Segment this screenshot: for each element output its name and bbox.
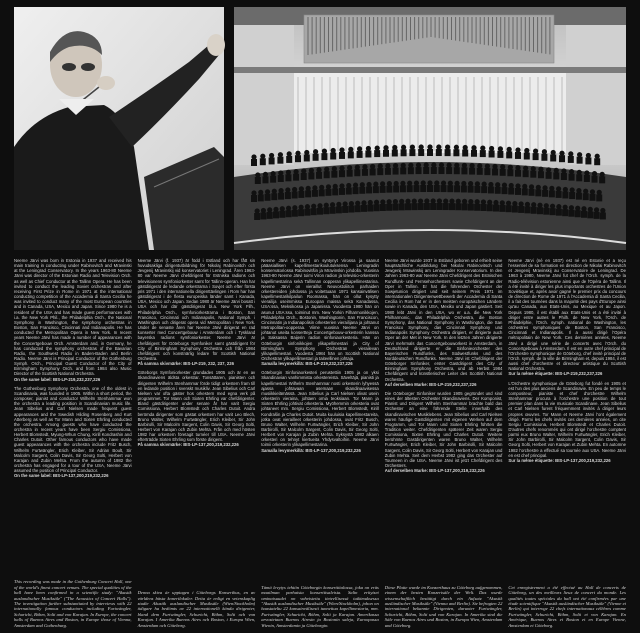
bio-recordings: Sur la même étiquette: BIS-LP-219,232,237,226 <box>508 371 603 377</box>
bio-recordings: On the same label: BIS-LP-219,232,237,226 <box>14 376 101 382</box>
conductor-bio: Neeme Järvi (né en 1937) est né en Estonie et a reçu l'essentiel de sa formation en direction de Nikolai Rabinovitch et Jevgenij Mravinskij au Conservatoire de Leningrad. De 1963 à 1980, Neeme Järvi fut chef de l'Orch. symph. de la Radio-télévision estonienne ainsi que de l'Opéra de Tallinn. Il a été invité à diriger les plus importants orchestres de l'Union Soviétique et, après avoir gagné le premier prix du concours de direction de Rome de 1971 à l'Accademia di Santa Cecilia, il a fait des tournées dans la majorité des pays d'Europe ainsi qu'au Canada, aux Etats-Unis, au Mexique et au Japon. Depuis 1980, il est établi aux Etats-Unis et a été invité à diriger entre autres le Philh. de New York, l'Orch. de Philadelphie, l'Orch. symph. national de Washington, les orchestres symphoniques de Boston, San Francisco, Cincinnati et Indianapolis. Il a aussi dirigé l'Opéra métropolitain de New York. Ces dernières années, Neeme Järvi a dirigé une série de concerts avec l'Orch. du Concertgebouw à Amsterdam. Il est en outre chef principal de l'Orchestre symphonique de Göteborg, chef invité principal de l'Orch. symph. de la ville de Birmingham et, depuis 1984, il est aussi chef d'orchestre et directeur artistique du Scottish National Orchestra. <box>508 258 628 372</box>
column-swedish <box>138 258 256 630</box>
orchestra-recordings: Sur la même étiquette: BIS-LP-137,200,219,232,226 <box>508 457 611 463</box>
recording-note: Denna skiva är upptagen i Göteborgs Konserthus, en av världens bästa konertlokaler. Detta är enligt en vetenskaplig studie Akustik auslandischer Musiksäle (Wien/Stockholm) tidigare ha bedömts av 22 internationellt kända dirigenter, bland dem Furtwängler, Schuricht, Böhm, Solti och von Karajan. I Amerika Buenos Aires och Boston, i Europa Wien, Amsterdam och Göteborg. <box>137 590 256 628</box>
recording-note: Cet enregistrement a été effectué au Hall de concerts de Göteborg, un des meilleurs lieux de concert du monde. Les qualités toutes spéciales du hall ont été confirmées par une étude scientifique "Akustik ausländischer Musiksäle" (Vienne et Berlin) qui interroge 22 chefs internationaux célèbres comme Furtwängler, Schuricht, Böhm, Solti et von Karajan. En Amérique, Buenos Aires et Boston et en Europe Vienne, Amsterdam et Göteborg. <box>508 584 626 628</box>
bio-recordings: Samalla levymerkillä: BIS-LP-219,232,237,226 <box>261 361 353 367</box>
orchestra-bio: Göteborgs Symfoniorkester grundades 1905 och är en av Skandinaviens äldsta orkestrar. Tonsättaren, pianisten och dirigenten Wilhelm Stenhammar förde tidigt orkestern fram till en ledande position i svenskt musikliv. Jean Sibelius och Carl Nielsen var ofta gäster hos orkestern med egna verk på programmet. Tor Mann och Sixten Ehrling var chefdirigenter. Bland gästdirigenter under senare år har varit Sergiu Comissiona, Herbert Blomstedt och Charles Dutoit. Andra berömda dirigenter som gästat orkestern har varit Leo Blech, Bruno Walter, Wilhelm Furtwängler, Erich Kleiber, Sir John Barbirolli, Sir Malcolm Sargent, Colin Davis, Sir Georg Solti, Herbert von Karajan och Zubin Mehta. Från och med hösten 1982 har orkestern företagit turnéer till USA. Neeme Järvi efterträdde Sixten Ehrling som förste dirigent. <box>137 370 257 443</box>
conductor-bio: Neeme Järvi (f. 1937) är född i Estland och har fått sin huvudsakliga dirigentutbildning för Nikolaj Rabinovitch och Jevgenij Mravinskij vid konservatoriet i Leningrad. Åren 1963-80 var Neeme Järvi chefdirigent för Estniska radions och televisionens symfoniorkester samt för Tallinn-operan. Han har gästdirigerat de ledande orkestrarna i Sovjet och efter första pris 1971 i den internationella dirigenttävlingen i Rom har han gästdirigerat i de flesta europeiska länder samt i Kanada, USA, Mexico och Japan. Sedan 1980 är Neeme Järvi bosatt i USA och har där gästdirigerat bl.a. New York Filh., Philadelphia Orch., symfoniorkestrarna i Boston, San Francisco, Cincinnati och Indianapolis, National Symph. i Washington och dirigerat opera vid Metropolitan i New York. Under de senaste åren har Neeme Järvi dirigerat en rad konserter med Concertgebouw i Amsterdam och i Tyskland bayerska radions symfoniorkester. Neeme Järvi är chefdirigent för Göteborgs Symfoniker samt gästdirigent för City of Birmingham Symphony Orchestra och från 1984 chefdirigent och konstnärlig ledare för Scottish National Orchestra. <box>137 258 257 361</box>
orchestra-photo <box>234 7 626 250</box>
column-french <box>508 258 626 630</box>
recording-note: Tämä levytys tehtiin Göteborgin konserttitalossa, joka on eräs maailman parhaista konserttisaleista. Salin erityiset ominaisuudet on vahvistettu tieteellisessä tutkimuksessa "Akustik auslandischer Musiksäle" (Wien/Stockholm), johon on haastateltu 22 kansainvälisesti tunnettua kapellimestaria, mm. Furtwängler, Schuricht, Böhm, Solti ja Karajan. Amerikassa arvostetaan Buenos Airesin ja Bostonin saleja, Euroopassa Wienin, Amsterdamin ja Göteborgin. <box>261 584 379 628</box>
orchestra-recordings: On the same label: BIS-LP-137,200,219,232,226 <box>14 473 109 479</box>
orchestra-bio: L'Orchestre symphonique de Göteborg fut fondé en 1905 et est l'un des plus anciens de Scandinavie. En peu de temps le compositeur, pianiste et chef d'orchestre Wilhelm Stenhammar procura à l'orchestre une position de tout premier plan dans la vie musicale Scandinave. Jean Sibelius et Carl Nielsen furent fréquemment invités à diriger leurs propres œuvres. Tor Mann et Neeme Järvi l'ont également dirigé. Parmi les chefs invités ces dernières années, on cite Sergiu Comissiona, Herbert Blomstedt et Charles Dutoit. D'autres chefs renommés qui ont dirigé l'orchestre comptent parmi eux Bruno Walter, Wilhelm Furtwängler, Erich Kleiber, Sir John Barbirolli, Sir Malcolm Sargent, Colin Davis, Sir Georg Solti, Herbert von Karajan et Zubin Mehta. En automne 1982 l'orchestre a effectué sa tournée aux USA. Neeme Järvi en est chef principal. <box>508 380 628 458</box>
orchestra-recordings: Auf derselben Marke: BIS-LP-137,200,219,232,226 <box>384 468 485 474</box>
orchestra-recordings: Samalla levymerkillä: BIS-LP-137,200,219,232,226 <box>261 447 361 453</box>
orchestra-bio: The Gothenburg Symphony Orchestra, one of the oldest in Scandinavia, was founded in 1905. Within a short period, the composer, pianist and conductor Wilhelm Stenhammar won the orchestra a leading position in Scandinavian music life. Jean Sibelius and Carl Nielsen made frequent guest appearances and the Swedish Hilding Rosenberg and Kurt Atterberg as well as Tor Mann and Sixten Ehrling conducted the orchestra. Among guests who have conducted the orchestra in recent years have been Sergiu Comissiona, Herbert Blomstedt, Myung-Whun Chung, Kirill Kondrashin and Charles Dutoit. Other famous conductors who have made guest appearances with the orchestra include Fritz Busch, Wilhelm Furtwängler, Erich Kleiber, Sir Adrian Boult, Sir Malcolm Sargent, Colin Davis, Sir Georg Solti, Herbert von Karajan and Zubin Mehta. From the autumn of 1982 the orchestra has engaged for a tour of the USA, Neeme Järvi assumed the position of Principal Conductor. <box>14 385 133 474</box>
recording-note: Diese Platte wurde im Konzerthaus zu Göteborg aufgenommen, einem der besten Konzertsäle der Welt. Das wurde wissenschaftlich bestätigt durch ein Aufsatz "Akustik ausländischer Musiksäle" (Vienna and Berlin). Sie befragten 22 international bekannte Dirigenten, darunter Furtwängler, Schuricht, Böhm, Solti und von Karajan. In Amerika sind die Säle von Buenos Aires und Boston, in Europa Wien, Amsterdam und Göteborg. <box>384 584 503 628</box>
conductor-photo <box>14 7 224 250</box>
bio-recordings: Auf derselben Marke: BIS-LP-219,232,237,226 <box>384 381 477 387</box>
liner-notes <box>14 258 626 630</box>
column-finnish <box>261 258 379 630</box>
conductor-bio: Neeme Järvi (s. 1937) on syntynyt Virossa ja saanut pääasiallisen kapellimestarikoulutuksensa Leningradin konservatoriossa Rabinovitšin ja Mravinskin johdolla. Vuosina 1963-80 Neeme Järvi toimi Viron radion ja televisio-orkesterin kapellimestarina sekä Tallinnan oopperan ylikapellimestarina. Neeme Järvi on vieraillut Neuvostoliiton parhaiden orkestereiden johdossa ja voitettuaan 1971 kansainvälisen kapellimestarikilpailun Roomassa, hän on ollut kysytty vierailija useimmissa Euroopan maissa sekä Kanadassa, USA:ssa, Meksikossa ja Japanissa. Vuodesta 1980 hän on asunut USA:ssa, toiminut mm. New Yorkin Filharmonikkojen, Philadelphia Orch., Bostonin, Washingtonin, San Franciscon, Cincinnatin ja Indianapolisin orkesterien vierailijana ja johtanut Metropolitan-oopperaa. Viime vuosina Neeme Järvi on johtanut useita konsertteja Concertgebouw-orkesterin kanssa ja Saksassa Baijerin radion sinfoniaorkesteria. Hän on Göteborgin sinfonikkojen ylikapellimestari ja City of Birmingham Symphony Orchestran vierailevan ylikapellimestari. Vuodesta 1984 hän on Scottish National Orchestran ylikapellimestari ja taiteellinen johtaja. <box>261 258 380 361</box>
recording-note: This recording was made in the Gothenburg Concert Hall, one of the world's finest concert venues. The special qualities of the hall have been confirmed in a scientific study: "Akustik auslandischer Musiksäle" ("The Acoustics of Concert Halls"). The investigation further substantiated by interviews with 22 internationally famous conductors including Furtwängler, Schuricht, Böhm, Solti and von Karajan. In Europe, the concert halls of Buenos Aires and Boston, in Europe those of Vienna, Amsterdam and Gothenburg. <box>14 579 132 628</box>
conductor-bio: Neeme Järvi wurde 1937 in Estland geboren und erhielt seine hauptsächliche Ausbildung bei Nikolai Rabinovitsch und Jewgenij Mrawinskij am Leningrader Konservatorium. In den Jahren 1963-80 war Neeme Järvi Chefdirigent des Estnischen Rundfunk- und Fernsehorchesters sowie Chefdirigent an der Oper in Tallinn. Er hat die führenden Orchester der Sowjetunion dirigiert und seit seinem Preis 1971 im internationalen Dirigentenwettbewerb der Accademia di Santa Cecilia in Rom hat er in den meisten europäischen Ländern sowie in Kanada, den USA, Mexiko und Japan gastiert. Seit 1980 lebt Järvi in den USA, wo er u.a. die New York Philharmonic, das Philadelphia Orchestra, die Boston Symphony, das National Symphony in Washington, die San Francisco Symphony, das Cincinnati Symphony und Indianapolis Symphony Orchestra dirigiert, er dirigierte auch Oper an der Met in New York. In den letzten Jahren dirigierte Järvi mehrmals das Concertgebouworkest in Amsterdam, in Deutschland dirigierte er die Sinfonieorchester des Bayerischen Rundfunks, des Südwestfunks und des Norddeutschen Rundfunks. Neeme Järvi ist Chefdirigent der Göteborger Sinfoniker, erster Gastdirigent des City of Birmingham Symphony Orchestra, und ab Herbst 1984 Chefdirigent und künstlerischer Leiter des Scottish National Orchestra. <box>384 258 504 382</box>
conductor-bio: Neeme Järvi was born in Estonia in 1937 and received his main training in conducting under Rabinovitch and Mravinski at the Leningrad Conservatory. In the years 1963-80 Neeme Järvi was director of the Estonian Radio and Television Orch. as well as Chief Conductor at the Tallinn Opera. He has been invited to conduct the leading Soviet orchestras and after receiving First Prize in Rome in 1971 at the international conducting competition of the Accademia di Santa Cecilia he was invited to conduct many of the most European countries and in Canada, USA, Mexico and Japan. Since 1980 he is a resident of the USA and has made guest performances with i.a. the New York Phil., the Philadelphia Orch., the National Symphony in Washington, the symphony orchestras in Boston, San Francisco, Cincinnati and Indianapolis. He has conducted the Metropolitan Opera in New York. In recent years Neeme Järvi has made a number of appearances with the Concertgebouw Orch. Amsterdam and, in Germany, he has conducted the symphony orchestras of the Bavarian Radio, the Southwest Radio in Baden-Baden and Berlin Radio. Neeme Järvi is Principal Conductor of the Gothenburg Symph. Orch., Principal Guest Conductor of the City of Birmingham Symphony Orch. and from 1984 also Music Director of the Scottish National Orchestra. <box>14 258 133 377</box>
orchestra-bio: Die Göteborger Sinfoniker wurden 1905 gegründet und sind eines der ältesten Orchester Skandinaviens. Der Komponist, Pianist und Dirigent Wilhelm Stenhammar brachte bald das Orchester an eine führende Stelle innerhalb des skandinavischen Musiklebens. Jean Sibelius und Carl Nielsen waren häufige Gastdirigenten mit eigenen Werken auf dem Programm, und Tor Mann und Sixten Ehrling führten die Tradition weiter. Chefdirigenten späterer Zeit waren Sergiu Comissiona, Sixten Ehrling und Charles Dutoit. Weitere berühmte Gastdirigenten waren Bruno Walter, Wilhelm Furtwängler, Erich Kleiber, Sir John Barbirolli, Sir Malcolm Sargent, Colin Davis, Sir Georg Solti, Herbert von Karajan und Zubin Mehta. Seit dem Herbst 1982 ging das Orchester auf Tourneen in die USA. Neeme Järvi ist jetzt Chefdirigent des Orchesters. <box>384 390 504 469</box>
bio-recordings: På samma skivmärke: BIS-LP-219, 232, 237, 226 <box>137 361 234 367</box>
column-english <box>14 258 132 630</box>
orchestra-bio: Göteborgin Sinfoniaorkesteri perustettiin 1905 ja on yksi Skandinavian vanhimmista orkestereista. Säveltäjä, pianisti ja kapellimestari Wilhelm Stenhammar nosti orkesterin lyhyessä ajassa johtavaan asemaan skandinaavisessa musiikkielämässä. Jean Sibelius ja Carl Nielsen olivat usein orkesterin vieraina, johtaen omia teoksiaan. Tor Mann ja Sixten Ehrling johtivat orkesteria. Myöhemmin orkesteria ovat johtaneet mm. Sergiu Comissiona, Herbert Blomstedt, Kirill Kondrašin ja Charles Dutoit. Muita kuuluisia kapellimestareita, jotka ovat vierailleet orkesterin johdossa, ovat Fritz Busch, Bruno Walter, Wilhelm Furtwängler, Erich Kleiber, Sir John Barbirolli, Sir Malcolm Sargent, Colin Davis, Sir Georg Solti, Herbert von Karajan ja Zubin Mehta. Syksystä 1982 alkaen orkesteri on tehnyt kiertueita Yhdysvaltoihin. Neeme Järvi toimii orkesterin ylikapellimestarina. <box>261 370 380 448</box>
orchestra-recordings: På samma skivmärke: BIS-LP-137,200,219,232,226 <box>137 442 239 448</box>
column-german <box>385 258 503 630</box>
